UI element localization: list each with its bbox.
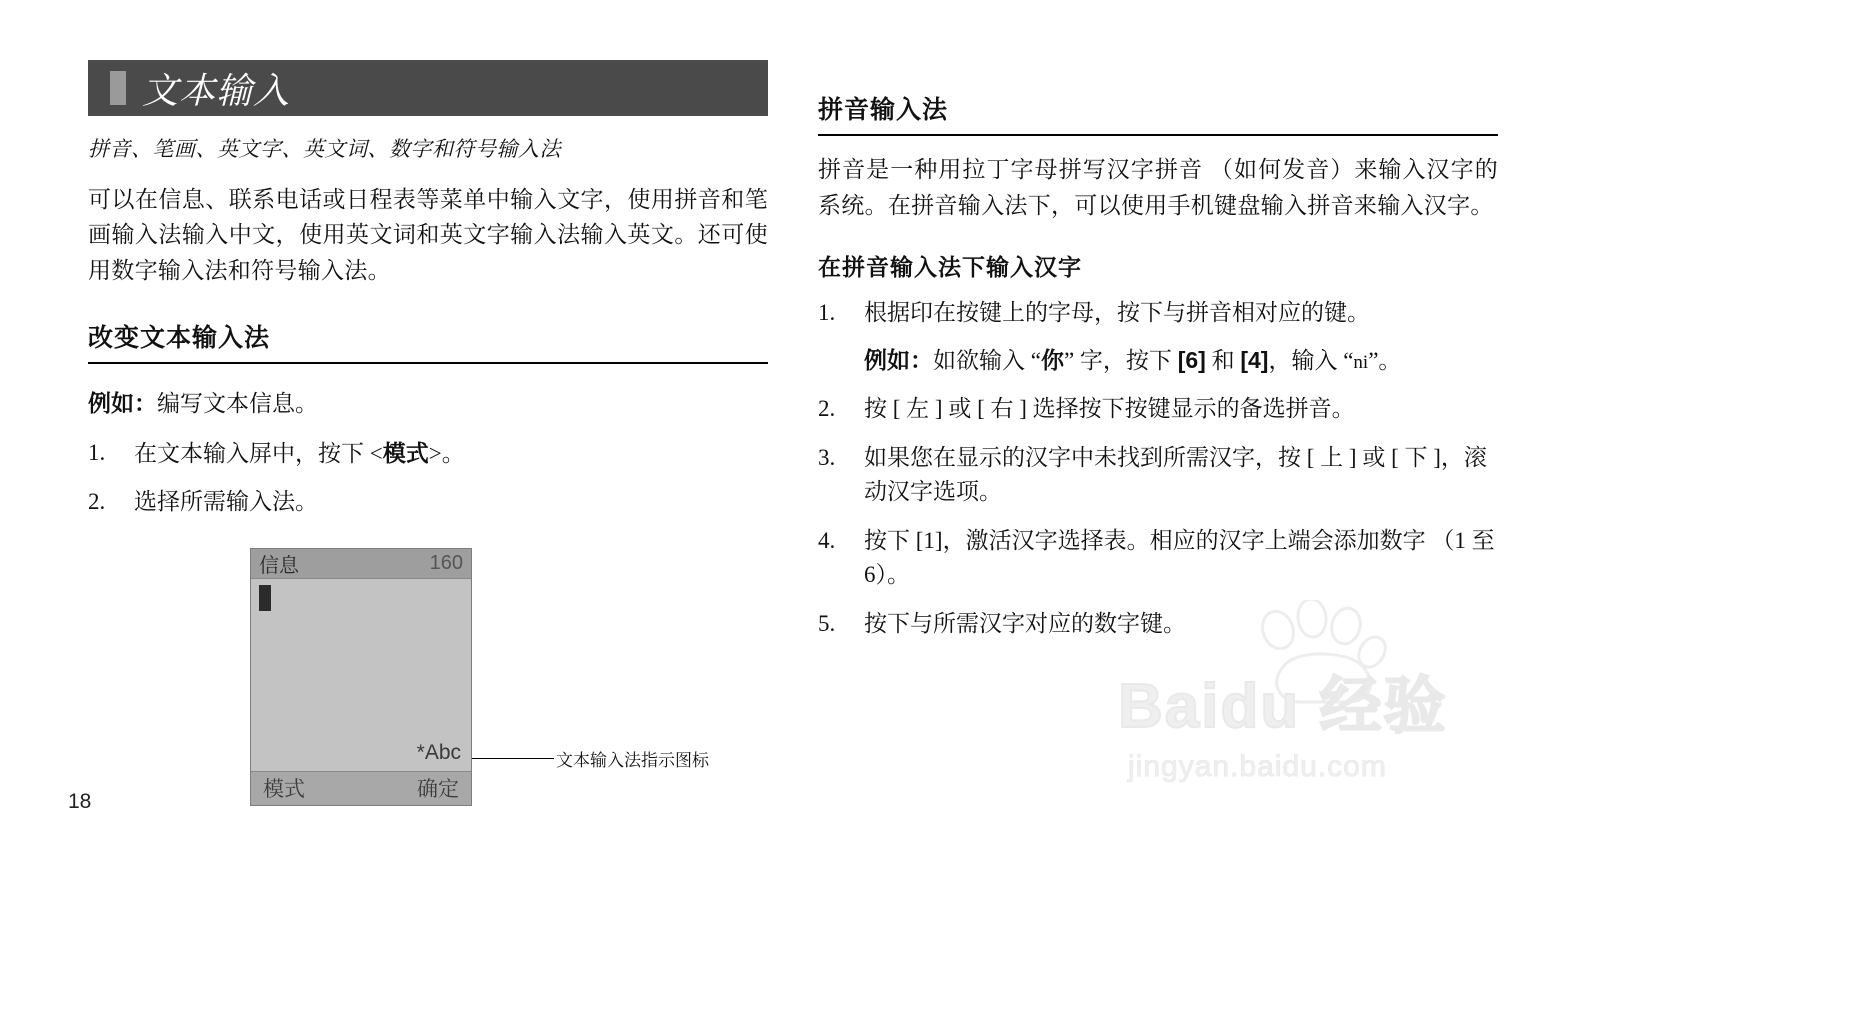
example-label: 例如：	[88, 390, 157, 417]
note-part-4: 和	[1205, 347, 1241, 373]
watermark-url: jingyan.baidu.com	[1128, 750, 1387, 783]
step-text: 按 [ 左 ] 或 [ 右 ] 选择按下按键显示的备选拼音。	[864, 396, 1355, 422]
phone-char-count: 160	[429, 551, 463, 574]
watermark-brand: Baidu 经验	[1118, 672, 1448, 741]
example-line	[88, 386, 768, 422]
step-text: 根据印在按键上的字母，按下与拼音相对应的键。	[864, 300, 1370, 326]
step-number: 5.	[818, 610, 836, 636]
list-item	[818, 392, 1498, 427]
callout-label: 文本输入法指示图标	[556, 750, 709, 770]
phone-screen-body	[251, 579, 471, 771]
subsection-heading-input-chars: 在拼音输入法下输入汉字	[818, 254, 1082, 281]
step-body	[864, 296, 1498, 378]
note-part-6: ，输入 “	[1268, 347, 1354, 373]
chapter-subtitle: 拼音、笔画、英文字、英文词、数字和符号输入法	[88, 137, 561, 161]
steps-list-pinyin	[818, 296, 1498, 641]
list-item	[818, 607, 1498, 642]
step-text: 如果您在显示的汉字中未找到所需汉字，按 [ 上 ] 或 [ 下 ]，滚动汉字选项。	[864, 444, 1487, 505]
step-text-bold: 模式	[382, 439, 429, 466]
text-cursor	[259, 585, 271, 611]
phone-screen-titlebar	[251, 549, 471, 579]
phone-softkey-bar	[251, 771, 471, 805]
phone-screen-figure	[88, 548, 768, 828]
note-part-8: ”。	[1368, 347, 1402, 373]
section-heading-change-ime: 改变文本输入法	[88, 318, 768, 364]
note-key-4: [4]	[1240, 346, 1269, 373]
note-label: 例如：	[864, 346, 933, 373]
intro-paragraph: 可以在信息、联系电话或日程表等菜单中输入文字，使用拼音和笔画输入法输入中文，使用英文词和英文字输入法输入英文。还可使用数字输入法和符号输入法。	[88, 186, 768, 283]
list-item	[818, 296, 1498, 378]
step-number: 1.	[88, 439, 106, 465]
callout-leader-line	[472, 758, 554, 759]
right-column	[818, 60, 1498, 641]
note-key-6: [6]	[1177, 346, 1206, 373]
step-number: 3.	[818, 444, 836, 470]
note-part-1: 你	[1040, 346, 1064, 373]
left-column	[88, 60, 768, 828]
example-text: 编写文本信息。	[157, 391, 318, 417]
ime-indicator-icon: *Abc	[416, 740, 461, 764]
step-text: 按下与所需汉字对应的数字键。	[864, 610, 1186, 636]
step-number: 1.	[818, 300, 836, 326]
watermark	[1118, 620, 1538, 810]
softkey-left-label: 模式	[263, 778, 305, 802]
note-part-0: 如欲输入 “	[933, 347, 1041, 373]
step-text: 按下 [1]，激活汉字选择表。相应的汉字上端会添加数字 （1 至 6）。	[864, 527, 1495, 588]
phone-screen-mock	[250, 548, 472, 806]
list-item	[818, 441, 1498, 510]
steps-list-change-ime	[88, 436, 768, 520]
page-title: 文本输入	[142, 70, 291, 111]
step-text-post: >。	[428, 440, 465, 466]
note-part-2: ” 字，按下	[1063, 347, 1178, 373]
step-text: 选择所需输入法。	[134, 489, 318, 515]
softkey-right-label: 确定	[417, 778, 459, 802]
list-item	[818, 524, 1498, 593]
list-item	[88, 485, 768, 520]
step-number: 2.	[88, 489, 106, 515]
step-text	[134, 436, 768, 472]
note-pinyin-ni: ni	[1353, 351, 1369, 373]
list-item	[88, 436, 768, 472]
step-text-pre: 在文本输入屏中，按下 <	[134, 440, 383, 466]
step-note	[864, 343, 1498, 379]
title-accent-mark	[110, 71, 126, 105]
chapter-title-bar	[88, 60, 768, 116]
phone-screen-title: 信息	[259, 554, 299, 577]
step-number: 2.	[818, 396, 836, 422]
pinyin-intro-paragraph: 拼音是一种用拉丁字母拼写汉字拼音 （如何发音）来输入汉字的系统。在拼音输入法下，可以使用手机键盘输入拼音来输入汉字。	[818, 157, 1498, 218]
step-number: 4.	[818, 527, 836, 553]
page-number: 18	[68, 790, 92, 813]
section-heading-pinyin: 拼音输入法	[818, 90, 1498, 136]
